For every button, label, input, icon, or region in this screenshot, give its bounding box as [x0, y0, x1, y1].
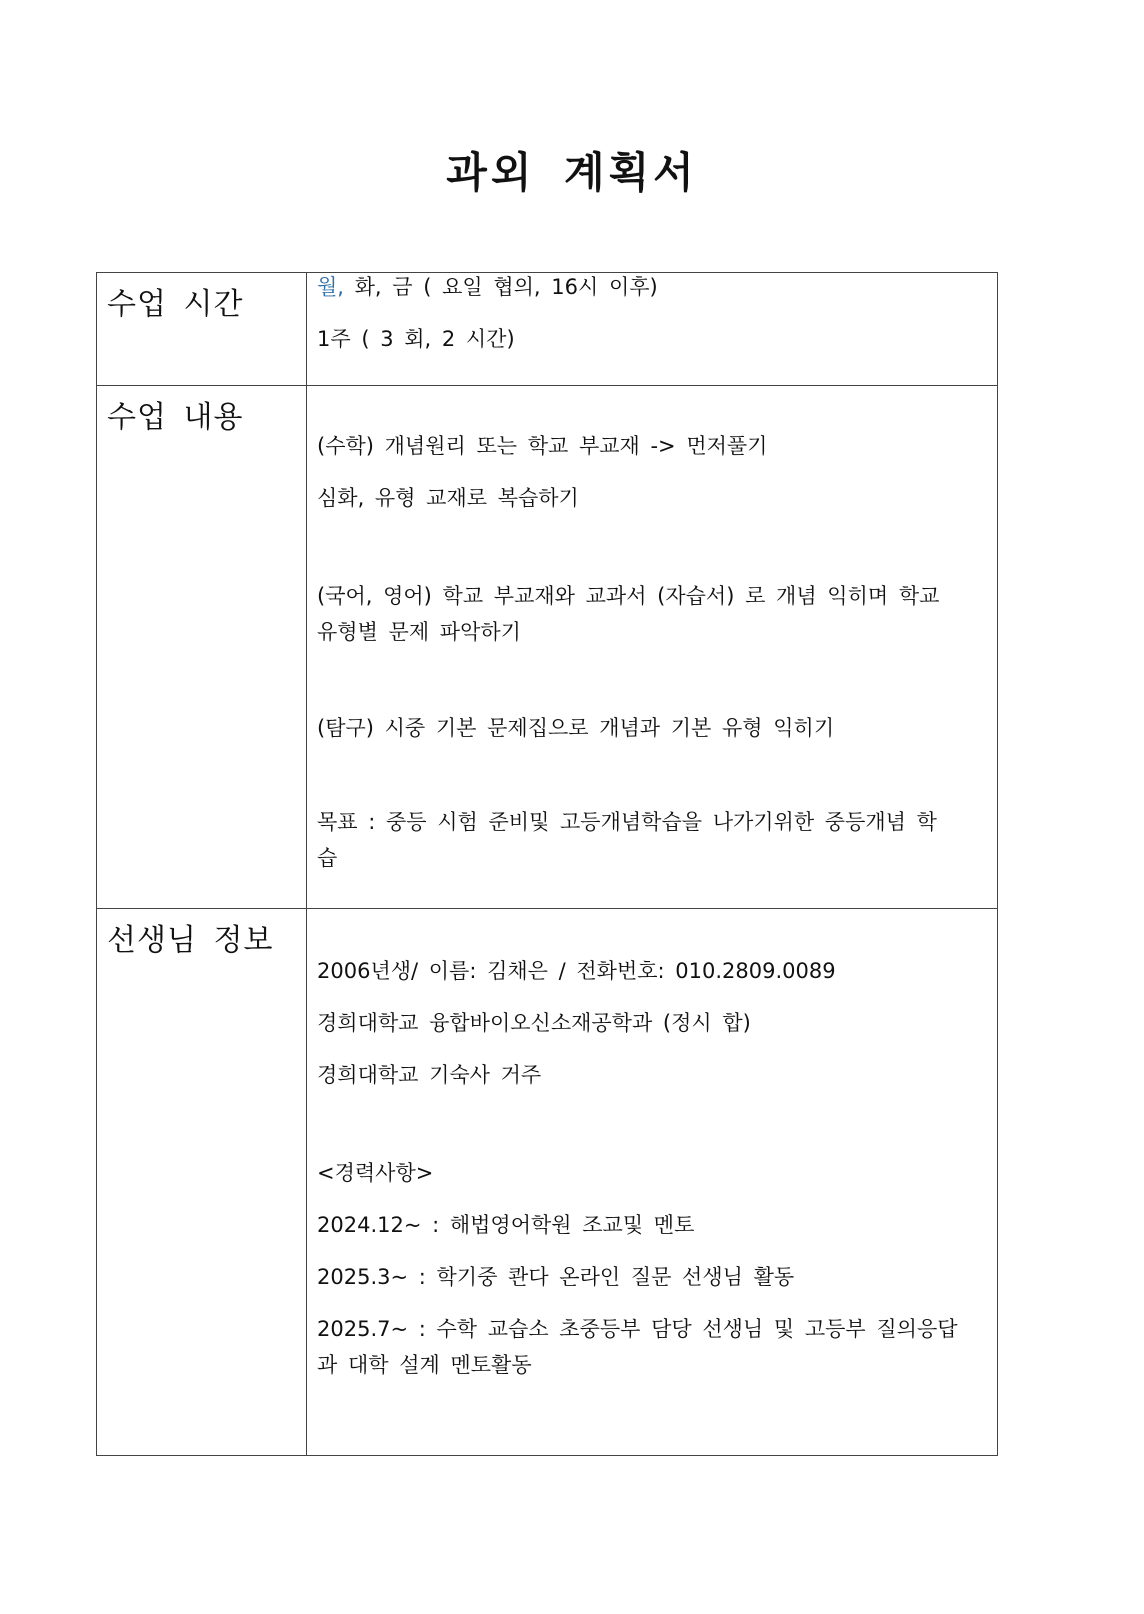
career-item-3-line2: 과 대학 설계 멘토활동	[317, 1353, 532, 1377]
teacher-profile: 2006년생/ 이름: 김채은 / 전화번호: 010.2809.0089	[317, 959, 836, 983]
content-row	[97, 386, 998, 909]
schedule-days	[317, 273, 969, 301]
content-label: 수업 내용	[97, 386, 307, 909]
content-math-line1: (수학) 개념원리 또는 학교 부교재 -> 먼저풀기	[317, 434, 768, 458]
schedule-day-highlight: 월,	[317, 275, 344, 299]
schedule-frequency: 1주 ( 3 회, 2 시간)	[317, 327, 515, 351]
page-title: 과외 계획서	[446, 148, 698, 197]
schedule-label: 수업 시간	[97, 273, 307, 386]
content-goal-line1: 목표 : 중등 시험 준비및 고등개념학습을 나가기위한 중등개념 학	[317, 810, 937, 834]
schedule-days-rest: 화, 금 ( 요일 협의, 16시 이후)	[343, 275, 658, 299]
teacher-school: 경희대학교 융합바이오신소재공학과 (정시 합)	[317, 1011, 751, 1035]
teacher-label: 선생님 정보	[97, 909, 307, 1456]
content-lang-line1: (국어, 영어) 학교 부교재와 교과서 (자습서) 로 개념 익히며 학교	[317, 584, 940, 608]
career-item-3-line1: 2025.7~ : 수학 교습소 초중등부 담당 선생님 및 고등부 질의응답	[317, 1317, 958, 1341]
teacher-row	[97, 909, 998, 1456]
teacher-residence: 경희대학교 기숙사 거주	[317, 1063, 542, 1087]
schedule-row	[97, 273, 998, 386]
schedule-content	[307, 273, 998, 386]
content-math-line2: 심화, 유형 교재로 복습하기	[317, 486, 579, 510]
content-body	[307, 386, 998, 909]
content-goal-line2: 습	[317, 846, 338, 870]
content-inquiry-line: (탐구) 시중 기본 문제집으로 개념과 기본 유형 익히기	[317, 716, 835, 740]
content-lang-line2: 유형별 문제 파악하기	[317, 620, 521, 644]
plan-table	[96, 272, 998, 1456]
teacher-body	[307, 909, 998, 1456]
career-item-1: 2024.12~ : 해법영어학원 조교및 멘토	[317, 1213, 695, 1237]
career-heading: <경력사항>	[317, 1161, 434, 1185]
career-item-2: 2025.3~ : 학기중 콴다 온라인 질문 선생님 활동	[317, 1265, 795, 1289]
